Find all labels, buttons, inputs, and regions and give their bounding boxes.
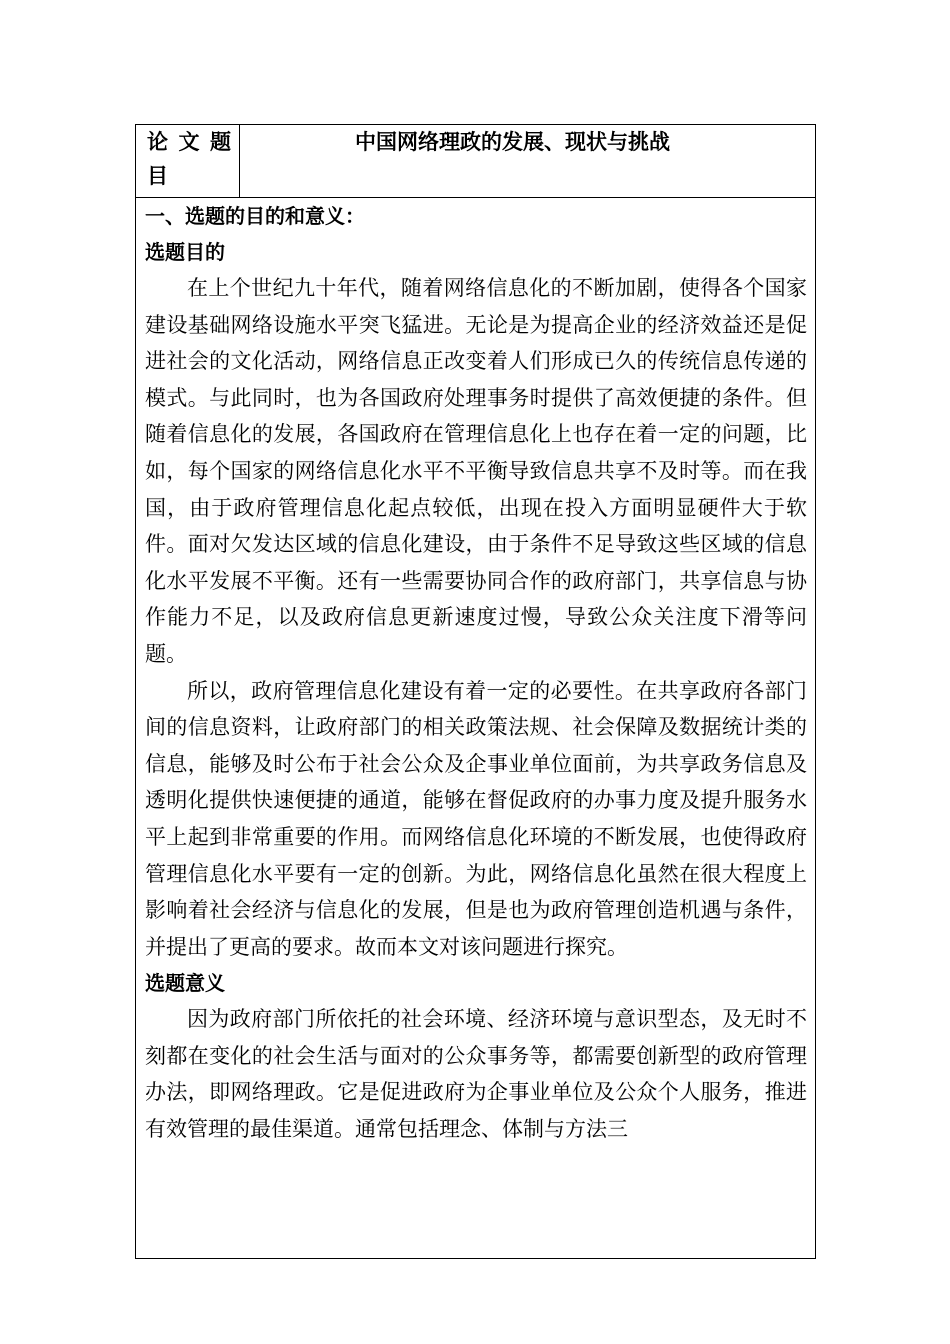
title-label-cell bbox=[136, 125, 240, 197]
title-label-line1: 论文题 bbox=[147, 129, 231, 154]
subheading-purpose: 选题目的 bbox=[145, 240, 225, 264]
title-row bbox=[136, 125, 815, 198]
section-heading-purpose-significance: 一、选题的目的和意义： bbox=[145, 204, 365, 228]
proposal-form-table bbox=[135, 124, 816, 1259]
content-cell bbox=[136, 198, 815, 1258]
paper-title: 中国网络理政的发展、现状与挑战 bbox=[355, 129, 670, 154]
purpose-paragraph-2: 所以，政府管理信息化建设有着一定的必要性。在共享政府各部门间的信息资料，让政府部门的相关政策法规、社会保障及数据统计类的信息，能够及时公布于社会公众及企事业单位面前，为共享政务信息及透明化提供快速便捷的通道，能够在督促政府的办事力度及提升服务水平上起到非常重要的作用。而网络信息化环境的不断发展，也使得政府管理信息化水平要有一定的创新。为此，网络信息化虽然在很大程度上影响着社会经济与信息化的发展，但是也为政府管理创造机遇与条件，并提出了更高的要求。故而本文对该问题进行探究。 bbox=[145, 678, 807, 959]
purpose-paragraph-1: 在上个世纪九十年代，随着网络信息化的不断加剧，使得各个国家建设基础网络设施水平突飞猛进。无论是为提高企业的经济效益还是促进社会的文化活动，网络信息正改变着人们形成已久的传统信息传递的模式。与此同时，也为各国政府处理事务时提供了高效便捷的条件。但随着信息化的发展，各国政府在管理信息化上也存在着一定的问题，比如，每个国家的网络信息化水平不平衡导致信息共享不及时等。而在我国，由于政府管理信息化起点较低，出现在投入方面明显硬件大于软件。面对欠发达区域的信息化建设，由于条件不足导致这些区域的信息化水平发展不平衡。还有一些需要协同合作的政府部门，共享信息与协作能力不足，以及政府信息更新速度过慢，导致公众关注度下滑等问题。 bbox=[145, 276, 807, 666]
subheading-significance: 选题意义 bbox=[145, 971, 225, 996]
significance-paragraph-1: 因为政府部门所依托的社会环境、经济环境与意识型态，及无时不刻都在变化的社会生活与面对的公众事务等，都需要创新型的政府管理办法，即网络理政。它是促进政府为企事业单位及公众个人服务，推进有效管理的最佳渠道。通常包括理念、体制与方法三 bbox=[145, 1007, 807, 1142]
title-label-line2: 目 bbox=[147, 163, 168, 188]
